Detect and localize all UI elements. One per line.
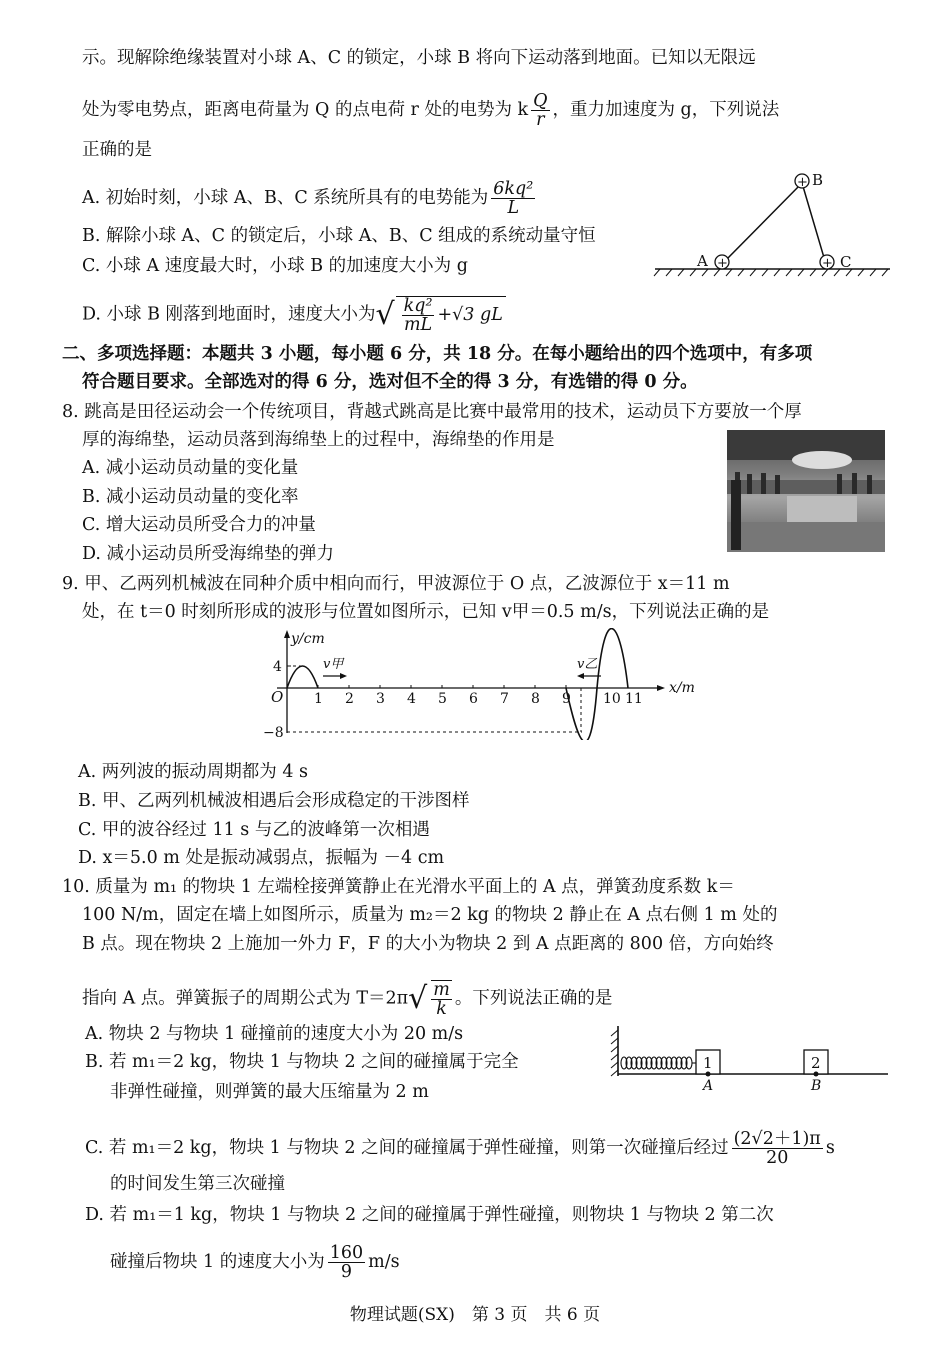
page-footer: 物理试题(SX) 第 3 页 共 6 页 [349, 1305, 601, 1325]
charge-c [820, 255, 834, 271]
section2-heading-line2: 符合题目要求。全部选对的得 6 分，选对但不全的得 3 分，有选错的得 0 分。 [82, 372, 698, 392]
y-axis-label: y/cm [291, 631, 325, 647]
x-tick-7: 7 [500, 691, 509, 707]
x-tick-4: 4 [407, 691, 416, 707]
q10-stem-line3: B 点。现在物块 2 上施加一外力 F，F 的大小为物块 2 到 A 点距离的 800 倍，方向始终 [82, 934, 774, 954]
svg-text:1: 1 [703, 1054, 713, 1072]
x-axis-label: x/m [669, 680, 695, 696]
q10-option-d-line1: D. 若 m₁＝1 kg，物块 1 与物块 2 之间的碰撞属于弹性碰撞，则物块 1 与物块 2 第二次 [85, 1205, 774, 1225]
x-tick-5: 5 [438, 691, 447, 707]
q9-option-d: D. x＝5.0 m 处是振动减弱点，振幅为 －4 cm [78, 848, 445, 868]
origin-label: O [271, 688, 284, 706]
svg-text:+: + [797, 175, 808, 190]
q7-option-c: C. 小球 A 速度最大时，小球 B 的加速度大小为 g [82, 256, 468, 276]
spring-blocks-figure [608, 1022, 893, 1094]
svg-text:2: 2 [811, 1054, 821, 1072]
q9-option-a: A. 两列波的振动周期都为 4 s [78, 762, 309, 782]
wave-jia [287, 666, 318, 688]
label-c: C [840, 253, 852, 271]
period-fraction: $\frac{m}{k}$ [433, 980, 450, 1019]
q10-stem-line2: 100 N/m，固定在墙上如图所示，质量为 m₂＝2 kg 的物块 2 静止在 A 点右侧 1 m 处的 [82, 905, 778, 925]
wave-yi [566, 629, 628, 740]
q9-stem-line1: 9. 甲、乙两列机械波在同种介质中相向而行，甲波源位于 O 点，乙波源位于 x＝11 m [62, 574, 730, 594]
q7-option-b: B. 解除小球 A、C 的锁定后，小球 A、B、C 组成的系统动量守恒 [82, 226, 596, 246]
q7-option-d: D. 小球 B 刚落到地面时，速度大小为√ $\frac{\text{kq²}}{mL}$ +√3 gL [82, 296, 506, 334]
x-tick-10: 10 [603, 691, 621, 707]
point-a-label: A [703, 1078, 714, 1094]
charge-b [795, 174, 809, 190]
high-jump-photo [727, 430, 885, 552]
wave-graph [255, 628, 705, 740]
x-tick-9: 9 [562, 691, 571, 707]
v-yi-label: v乙 [577, 657, 598, 672]
q9-stem-line2: 处，在 t＝0 时刻所形成的波形与位置如图所示，已知 v甲＝0.5 m/s，下列说法正确的是 [82, 602, 770, 622]
x-tick-8: 8 [531, 691, 540, 707]
q8-stem-line1: 8. 跳高是田径运动会一个传统项目，背越式跳高是比赛中最常用的技术，运动员下方要放一个厚 [62, 402, 802, 422]
q8-option-c: C. 增大运动员所受合力的冲量 [82, 515, 316, 535]
q8-option-a: A. 减小运动员动量的变化量 [82, 458, 299, 478]
q7-stem-line1: 示。现解除绝缘装置对小球 A、C 的锁定，小球 B 将向下运动落到地面。已知以无限远 [82, 48, 756, 68]
q10-option-d-line2: 碰撞后物块 1 的速度大小为 $\frac{160}{9}$ m/s [110, 1243, 400, 1282]
q10-stem-line4: 指向 A 点。弹簧振子的周期公式为 T＝2π√ $\frac{m}{k}$ 。下列说法正确的是 [82, 980, 613, 1019]
q9-option-b: B. 甲、乙两列机械波相遇后会形成稳定的干涉图样 [78, 791, 470, 811]
point-b-label: B [811, 1078, 822, 1094]
charge-a [715, 255, 729, 271]
q8-option-d: D. 减小运动员所受海绵垫的弹力 [82, 544, 335, 564]
velocity-fraction: $\frac{\text{kq²}}{mL}$ [403, 296, 433, 335]
q10-option-b-line1: B. 若 m₁＝2 kg，物块 1 与物块 2 之间的碰撞属于完全 [85, 1052, 519, 1072]
x-tick-3: 3 [376, 691, 385, 707]
q8-stem-line2: 厚的海绵垫，运动员落到海绵垫上的过程中，海绵垫的作用是 [82, 430, 555, 450]
svg-text:+: + [822, 256, 833, 271]
triangle-charges-figure [650, 165, 895, 280]
speed-fraction: $\frac{160}{9}$ [329, 1243, 364, 1282]
spring [621, 1057, 696, 1069]
label-b: B [812, 171, 824, 189]
svg-text:+: + [717, 256, 728, 271]
time-fraction: $\frac{(2√2+1)\pi}{20}$ [733, 1129, 821, 1168]
q7-stem-line3: 正确的是 [82, 140, 152, 160]
q10-option-c-line2: 的时间发生第三次碰撞 [110, 1174, 285, 1194]
y-tick-neg8: −8 [263, 725, 284, 740]
q10-stem-line1: 10. 质量为 m₁ 的物块 1 左端栓接弹簧静止在光滑水平面上的 A 点，弹簧劲度系数 k＝ [62, 877, 735, 897]
x-tick-6: 6 [469, 691, 478, 707]
v-jia-label: v甲 [323, 657, 344, 672]
x-tick-11: 11 [625, 691, 643, 707]
q10-option-a: A. 物块 2 与物块 1 碰撞前的速度大小为 20 m/s [85, 1024, 464, 1044]
energy-fraction: $\frac{\text{6kq²}}{L}$ [493, 179, 534, 218]
label-a: A [697, 252, 708, 270]
q10-option-b-line2: 非弹性碰撞，则弹簧的最大压缩量为 2 m [110, 1082, 429, 1102]
section2-heading-line1: 二、多项选择题：本题共 3 小题，每小题 6 分，共 18 分。在每小题给出的四个选项中，有多项 [62, 344, 813, 364]
q9-option-c: C. 甲的波谷经过 11 s 与乙的波峰第一次相遇 [78, 820, 430, 840]
y-tick-4: 4 [273, 659, 282, 675]
q7-option-a: A. 初始时刻，小球 A、B、C 系统所具有的电势能为 $\frac{\text{6kq²}}{L}$ [82, 179, 534, 218]
potential-fraction: $\frac{Q}{r}$ [533, 91, 548, 130]
x-tick-1: 1 [314, 691, 323, 707]
q7-stem-line2: 处为零电势点，距离电荷量为 Q 的点电荷 r 处的电势为 k $\frac{Q}{r}$ ，重力加速度为 g，下列说法 [82, 91, 780, 130]
q10-option-c-line1: C. 若 m₁＝2 kg，物块 1 与物块 2 之间的碰撞属于弹性碰撞，则第一次碰撞后经过 $\frac{(2√2+1)\pi}{20}$ s [85, 1129, 835, 1168]
q8-option-b: B. 减小运动员动量的变化率 [82, 487, 299, 507]
x-tick-2: 2 [345, 691, 354, 707]
